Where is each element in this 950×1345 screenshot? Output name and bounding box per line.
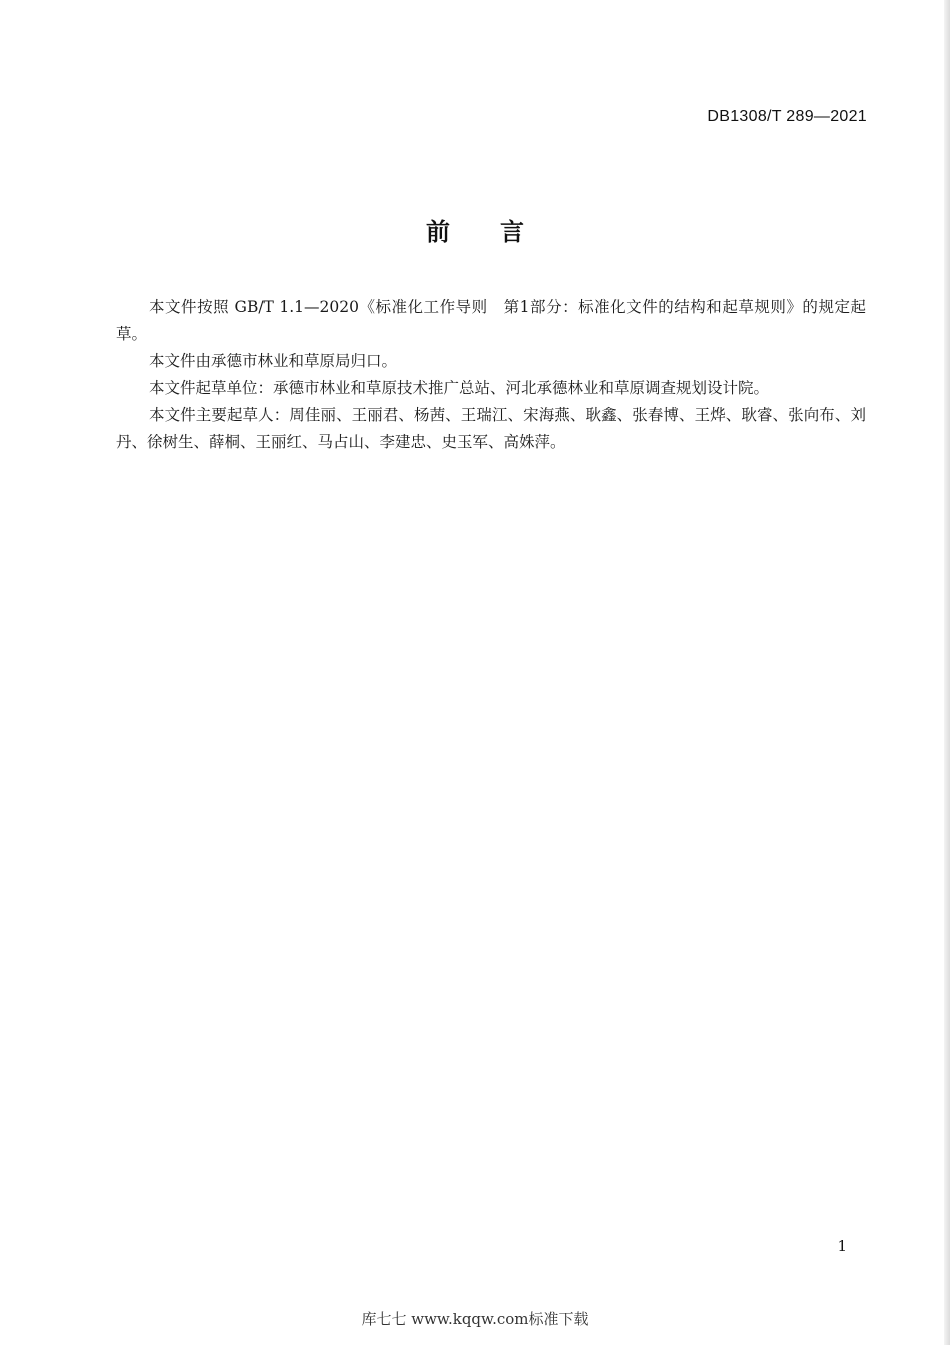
footer-watermark: 库七七 www.kqqw.com标准下载 (361, 1310, 589, 1328)
paragraph-drafters: 本文件主要起草人：周佳丽、王丽君、杨茜、王瑞江、宋海燕、耿鑫、张春博、王烨、耿睿、张向布、刘丹、徐树生、薛桐、王丽红、马占山、李建忠、史玉军、高姝萍。 (116, 406, 866, 451)
page-number: 1 (837, 1237, 847, 1255)
document-code: DB1308/T 289—2021 (707, 108, 867, 125)
paragraph-drafting-units: 本文件起草单位：承德市林业和草原技术推广总站、河北承德林业和草原调查规划设计院。 (149, 379, 770, 397)
page-edge (944, 0, 950, 1345)
paragraph-drafting-rules: 本文件按照 GB/T 1.1—2020《标准化工作导则 第1部分：标准化文件的结构和起草规则》的规定起草。 (116, 298, 866, 343)
foreword-body (116, 294, 866, 456)
paragraph-administrator: 本文件由承德市林业和草原局归口。 (149, 352, 398, 370)
page-title: 前言 (426, 218, 574, 246)
